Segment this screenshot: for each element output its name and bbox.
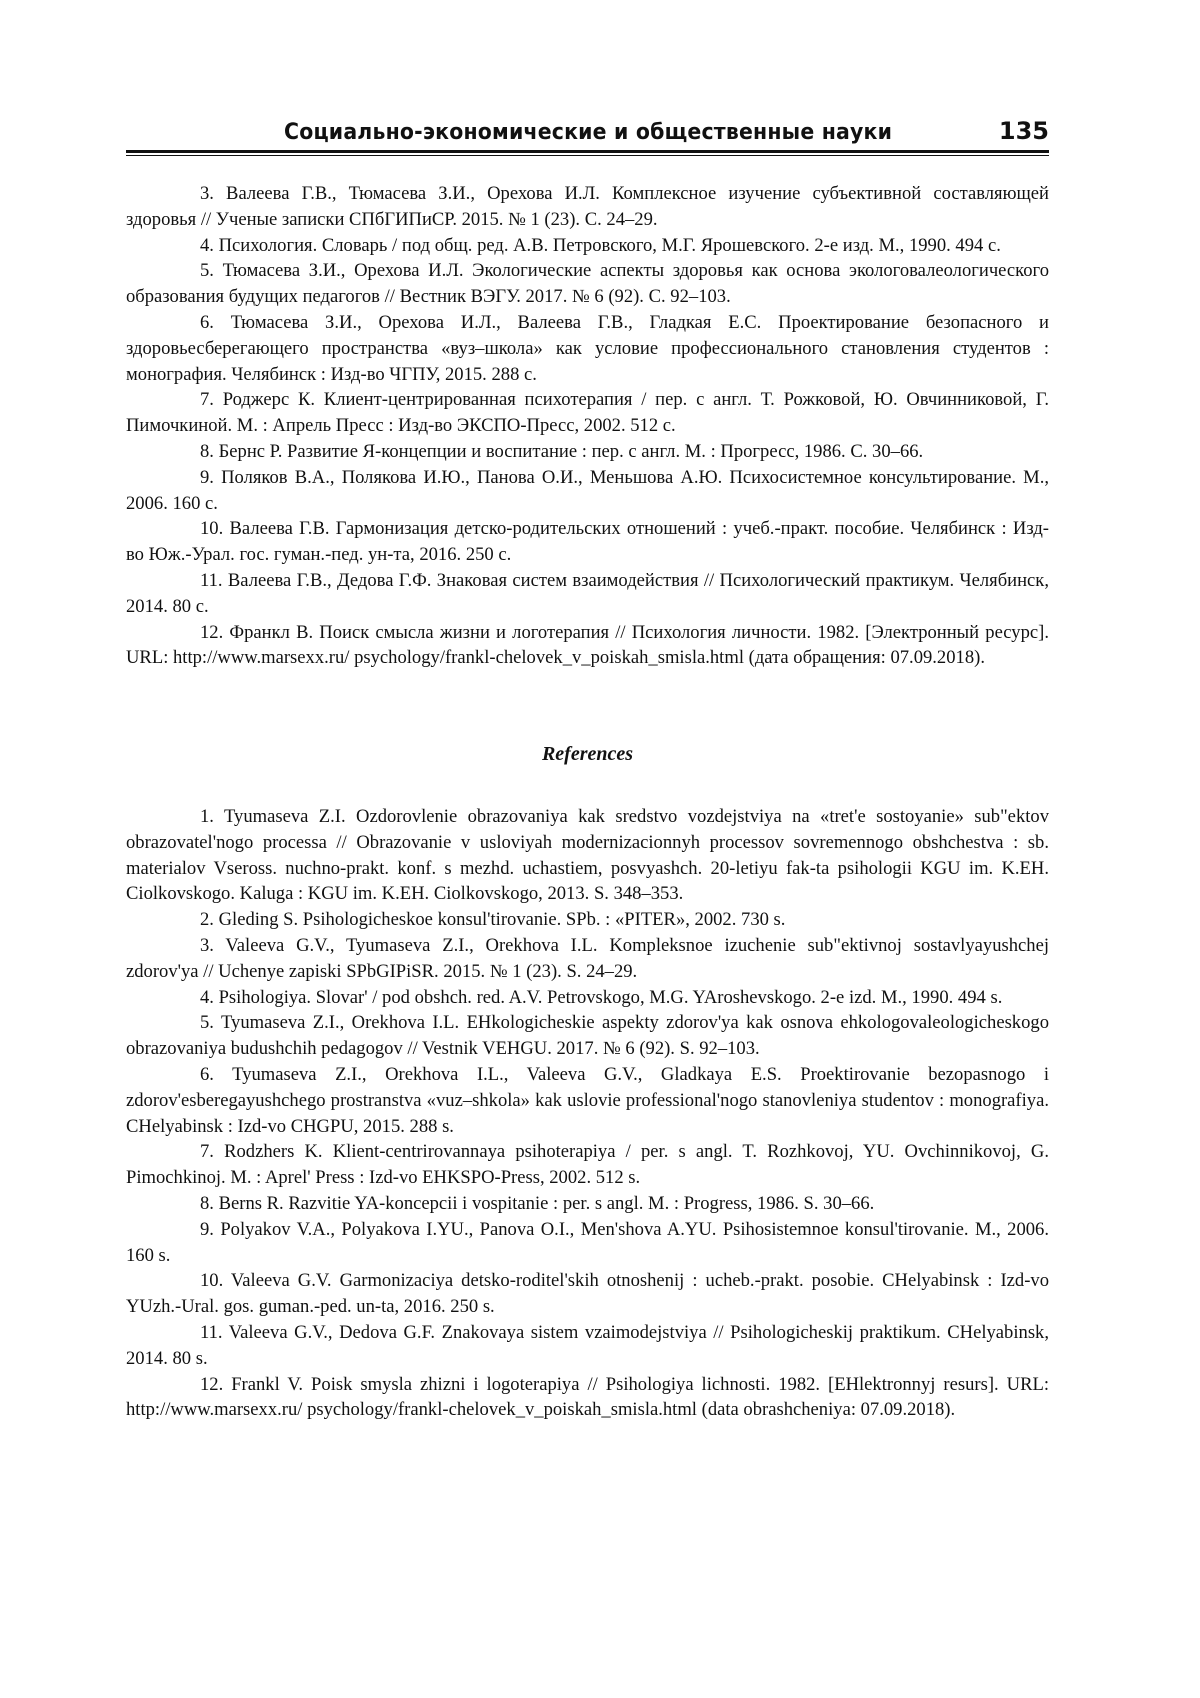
reference-item: 6. Тюмасева З.И., Орехова И.Л., Валеева Г.В., Гладкая Е.С. Проектирование безопасного и здоровьесберегающего пространства «вуз–школа» как условие профессионального становления студентов : монография. Челябинск : Изд-во ЧГПУ, 2015. 288 с. — [126, 311, 1049, 385]
reference-item: 4. Психология. Словарь / под общ. ред. А.В. Петровского, М.Г. Ярошевского. 2-е изд. М., 1990. 494 с. — [200, 234, 1001, 256]
page-number: 135 — [998, 117, 1049, 145]
reference-item: 12. Франкл В. Поиск смысла жизни и логотерапия // Психология личности. 1982. [Электронный ресурс]. URL: http://www.marsexx.ru/ psychology/frankl-chelovek_v_poiskah_smisla.html (дата обращения: 07.09.2018). — [126, 621, 1049, 669]
reference-item: 9. Поляков В.А., Полякова И.Ю., Панова О.И., Меньшова А.Ю. Психосистемное консультирование. М., 2006. 160 с. — [126, 466, 1049, 514]
header-rule-thin — [126, 155, 1049, 156]
reference-item: 6. Tyumaseva Z.I., Orekhova I.L., Valeeva G.V., Gladkaya E.S. Proektirovanie bezopasnogo i zdorov'esberegayushchego prostranstva «vuz–shkola» kak uslovie professional'nogo stanovleniya studentov : monografiya. CHelyabinsk : Izd-vo CHGPU, 2015. 288 s. — [126, 1063, 1049, 1137]
reference-item: 7. Роджерс К. Клиент-центрированная психотерапия / пер. с англ. Т. Рожковой, Ю. Овчинниковой, Г. Пимочкиной. М. : Апрель Пресс : Изд-во ЭКСПО-Пресс, 2002. 512 с. — [126, 389, 1049, 437]
reference-item: 10. Валеева Г.В. Гармонизация детско-родительских отношений : учеб.-практ. пособие. Челябинск : Изд-во Юж.-Урал. гос. гуман.-пед. ун-та, 2016. 250 с. — [126, 518, 1049, 566]
reference-item: 5. Tyumaseva Z.I., Orekhova I.L. EHkologicheskie aspekty zdorov'ya kak osnova ehkologovaleologicheskogo obrazovaniya budushchih pedagogov // Vestnik VEHGU. 2017. № 6 (92). S. 92–103. — [126, 1012, 1049, 1060]
reference-item: 3. Valeeva G.V., Tyumaseva Z.I., Orekhova I.L. Kompleksnoe izuchenie sub"ektivnoj sostavlyayushchej zdorov'ya // Uchenye zapiski SPbGIPiSR. 2015. № 1 (23). S. 24–29. — [126, 934, 1049, 982]
references-heading: References — [541, 743, 634, 765]
reference-item: 10. Valeeva G.V. Garmonizaciya detsko-roditel'skih otnoshenij : ucheb.-prakt. posobie. CHelyabinsk : Izd-vo YUzh.-Ural. gos. guman.-ped. un-ta, 2016. 250 s. — [126, 1270, 1049, 1318]
header-title: Социально-экономические и общественные науки — [284, 120, 893, 145]
reference-item: 8. Berns R. Razvitie YA-koncepcii i vospitanie : per. s angl. M. : Progress, 1986. S. 30–66. — [200, 1192, 875, 1214]
reference-item: 11. Valeeva G.V., Dedova G.F. Znakovaya sistem vzaimodejstviya // Psihologicheskij praktikum. CHelyabinsk, 2014. 80 s. — [126, 1321, 1049, 1369]
reference-item: 4. Psihologiya. Slovar' / pod obshch. red. A.V. Petrovskogo, M.G. YAroshevskogo. 2-e izd. M., 1990. 494 s. — [200, 986, 1003, 1008]
reference-item: 12. Frankl V. Poisk smysla zhizni i logoterapiya // Psihologiya lichnosti. 1982. [EHlektronnyj resurs]. URL: http://www.marsexx.ru/ psychology/frankl-chelovek_v_poiskah_smisla.html (data obrashcheniya: 07.09.2018). — [126, 1373, 1049, 1421]
reference-item: 11. Валеева Г.В., Дедова Г.Ф. Знаковая систем взаимодействия // Психологический практикум. Челябинск, 2014. 80 с. — [126, 569, 1049, 617]
running-header — [126, 116, 1049, 158]
reference-item: 3. Валеева Г.В., Тюмасева З.И., Орехова И.Л. Комплексное изучение субъективной составляющей здоровья // Ученые записки СПбГИПиСР. 2015. № 1 (23). С. 24–29. — [126, 183, 1049, 230]
header-rule-thick — [126, 150, 1049, 153]
reference-item: 9. Polyakov V.A., Polyakova I.YU., Panova O.I., Men'shova A.YU. Psihosistemnoe konsul'tirovanie. M., 2006. 160 s. — [126, 1218, 1049, 1266]
reference-item: 2. Gleding S. Psihologicheskoe konsul'tirovanie. SPb. : «PITER», 2002. 730 s. — [200, 909, 786, 931]
reference-item: 7. Rodzhers K. Klient-centrirovannaya psihoterapiya / per. s angl. T. Rozhkovoj, YU. Ovchinnikovoj, G. Pimochkinoj. M. : Aprel' Press : Izd-vo EHKSPO-Press, 2002. 512 s. — [126, 1141, 1049, 1189]
reference-item: 1. Tyumaseva Z.I. Ozdorovlenie obrazovaniya kak sredstvo vozdejstviya na «tret'e sostoyanie» sub"ektov obrazovatel'nogo processa // Obrazovanie v usloviyah modernizacionnyh processov sovremennogo obshchestva : sb. materialov Vseross. nuchno-prakt. konf. s mezhd. uchastiem, posvyashch. 20-letiyu fak-ta psihologii KGU im. K.EH. Ciolkovskogo. Kaluga : KGU im. K.EH. Ciolkovskogo, 2013. S. 348–353. — [126, 806, 1049, 905]
reference-item: 8. Бернс Р. Развитие Я-концепции и воспитание : пер. с англ. М. : Прогресс, 1986. С. 30–66. — [200, 440, 924, 462]
russian-reference-list — [126, 181, 1049, 671]
transliterated-reference-list — [126, 804, 1049, 1423]
reference-item: 5. Тюмасева З.И., Орехова И.Л. Экологические аспекты здоровья как основа экологовалеологического образования будущих педагогов // Вестник ВЭГУ. 2017. № 6 (92). С. 92–103. — [126, 260, 1049, 308]
